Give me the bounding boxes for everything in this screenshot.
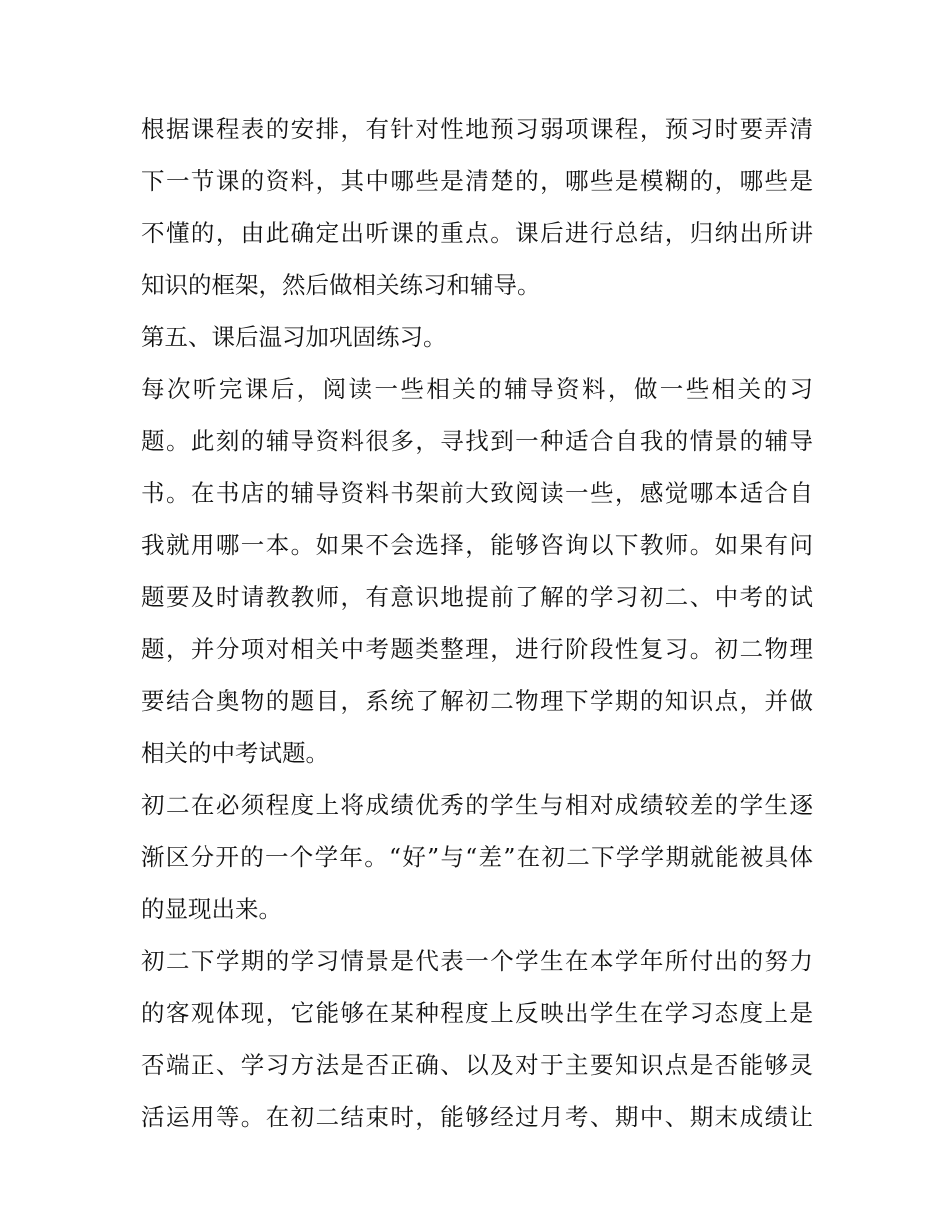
text-line: 否端正、学习方法是否正确、以及对于主要知识点是否能够灵 <box>141 1051 813 1079</box>
text-line: 根据课程表的安排，有针对性地预习弱项课程，预习时要弄清 <box>141 115 813 143</box>
text-line: 不懂的，由此确定出听课的重点。课后进行总结，归纳出所讲 <box>141 219 813 247</box>
text-line: 的显现出来。 <box>141 895 282 923</box>
text-line: 初二在必须程度上将成绩优秀的学生与相对成绩较差的学生逐 <box>141 791 813 819</box>
text-line: 的客观体现，它能够在某种程度上反映出学生在学习态度上是 <box>141 999 813 1027</box>
text-line: 相关的中考试题。 <box>141 739 329 767</box>
section-heading: 第五、课后温习加巩固练习。 <box>141 323 447 351</box>
text-line: 每次听完课后，阅读一些相关的辅导资料，做一些相关的习 <box>141 375 813 403</box>
text-line: 我就用哪一本。如果不会选择，能够咨询以下教师。如果有问 <box>141 531 813 559</box>
text-line: 下一节课的资料，其中哪些是清楚的，哪些是模糊的，哪些是 <box>141 167 813 195</box>
text-line: 活运用等。在初二结束时，能够经过月考、期中、期末成绩让 <box>141 1103 813 1131</box>
text-line: 题。此刻的辅导资料很多，寻找到一种适合自我的情景的辅导 <box>141 427 813 455</box>
text-line: 渐区分开的一个学年。“好”与“差”在初二下学学期就能被具体 <box>141 843 813 871</box>
text-line: 要结合奥物的题目，系统了解初二物理下学期的知识点，并做 <box>141 687 813 715</box>
text-line: 知识的框架，然后做相关练习和辅导。 <box>141 271 541 299</box>
text-line: 书。在书店的辅导资料书架前大致阅读一些，感觉哪本适合自 <box>141 479 813 507</box>
text-line: 题，并分项对相关中考题类整理，进行阶段性复习。初二物理 <box>141 635 813 663</box>
text-line: 初二下学期的学习情景是代表一个学生在本学年所付出的努力 <box>141 947 813 975</box>
document-body <box>141 103 813 1143</box>
text-line: 题要及时请教教师，有意识地提前了解的学习初二、中考的试 <box>141 583 813 611</box>
